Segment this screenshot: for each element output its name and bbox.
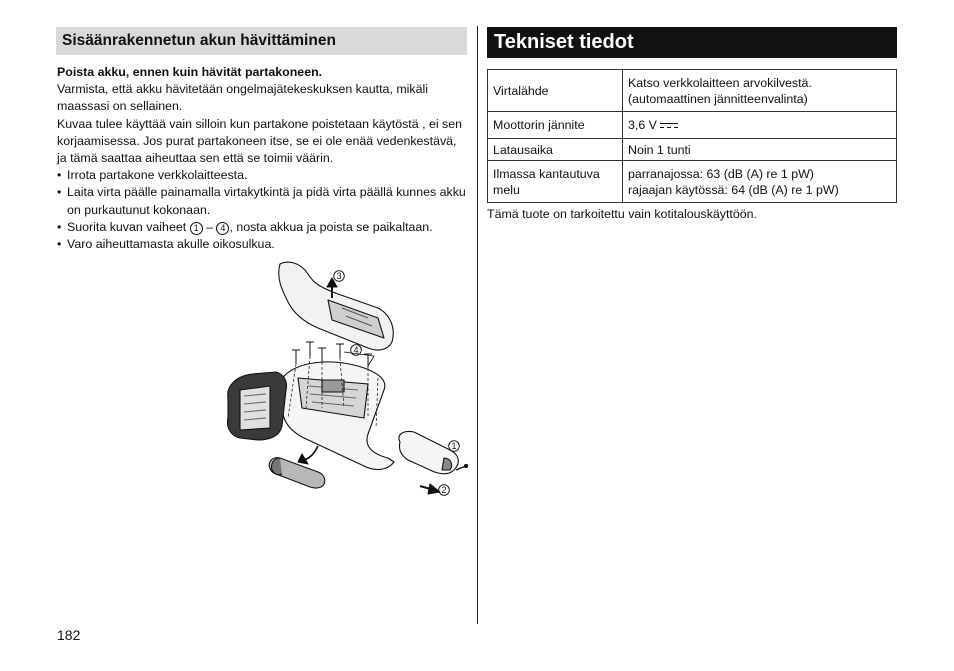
- spec-label: Latausaika: [488, 139, 623, 161]
- battery-disposal-text: [57, 64, 469, 253]
- step-label-1: 1: [451, 441, 457, 451]
- lead-instruction: Poista akku, ennen kuin hävität partakoneen.: [57, 65, 323, 79]
- dc-symbol-icon: [660, 122, 678, 129]
- list-item: • Laita virta päälle painamalla virtakytkintä ja pidä virta päällä kunnes akku on purkautunut kokonaan.: [57, 185, 466, 217]
- household-use-note: Tämä tuote on tarkoitettu vain kotitalouskäyttöön.: [487, 207, 757, 221]
- list-item: • Varo aiheuttamasta akulle oikosulkua.: [57, 237, 275, 252]
- step-label-2: 2: [441, 485, 447, 495]
- step-marker-4: 4: [216, 222, 229, 235]
- table-row: [488, 112, 897, 139]
- table-row: [488, 161, 897, 203]
- column-divider: [477, 26, 478, 624]
- step-marker-1: 1: [190, 222, 203, 235]
- list-item: • Irrota partakone verkkolaitteesta.: [57, 168, 248, 183]
- instruction-list: [57, 167, 469, 253]
- spec-value: 3,6 V: [628, 118, 657, 132]
- section-title-battery-disposal: Sisäänrakennetun akun hävittäminen: [56, 27, 467, 55]
- spec-value: parranajossa: 63 (dB (A) re 1 pW) rajaajan käytössä: 64 (dB (A) re 1 pW): [623, 161, 897, 203]
- paragraph-warning: Kuvaa tulee käyttää vain silloin kun partakone poistetaan käytöstä , ei sen korjaamisessa. Jos purat partakoneen itse, se ei ole enää vedenkestävä, ja tämä saattaa aiheuttaa sen että se toimii väärin.: [57, 116, 463, 166]
- spec-value: Noin 1 tunti: [623, 139, 897, 161]
- specifications-table: [487, 69, 897, 203]
- spec-value-cell: [623, 112, 897, 139]
- step-label-3: 3: [336, 271, 342, 281]
- paragraph-recycling: Varmista, että akku hävitetään ongelmajätekeskuksen kautta, mikäli maassasi on sellainen.: [57, 82, 428, 114]
- section-title-technical-data: Tekniset tiedot: [487, 27, 897, 58]
- spec-label: Virtalähde: [488, 70, 623, 112]
- disassembly-illustration: [218, 258, 470, 503]
- table-row: [488, 70, 897, 112]
- spec-label: Moottorin jännite: [488, 112, 623, 139]
- list-item: • Suorita kuvan vaiheet 1 – 4 , nosta akkua ja poista se paikaltaan.: [57, 219, 433, 234]
- page-number: 182: [57, 627, 81, 643]
- table-row: [488, 139, 897, 161]
- spec-value: Katso verkkolaitteen arvokilvestä. (automaattinen jännitteenvalinta): [623, 70, 897, 112]
- step-label-4: 4: [353, 345, 359, 355]
- spec-label: Ilmassa kantautuva melu: [488, 161, 623, 203]
